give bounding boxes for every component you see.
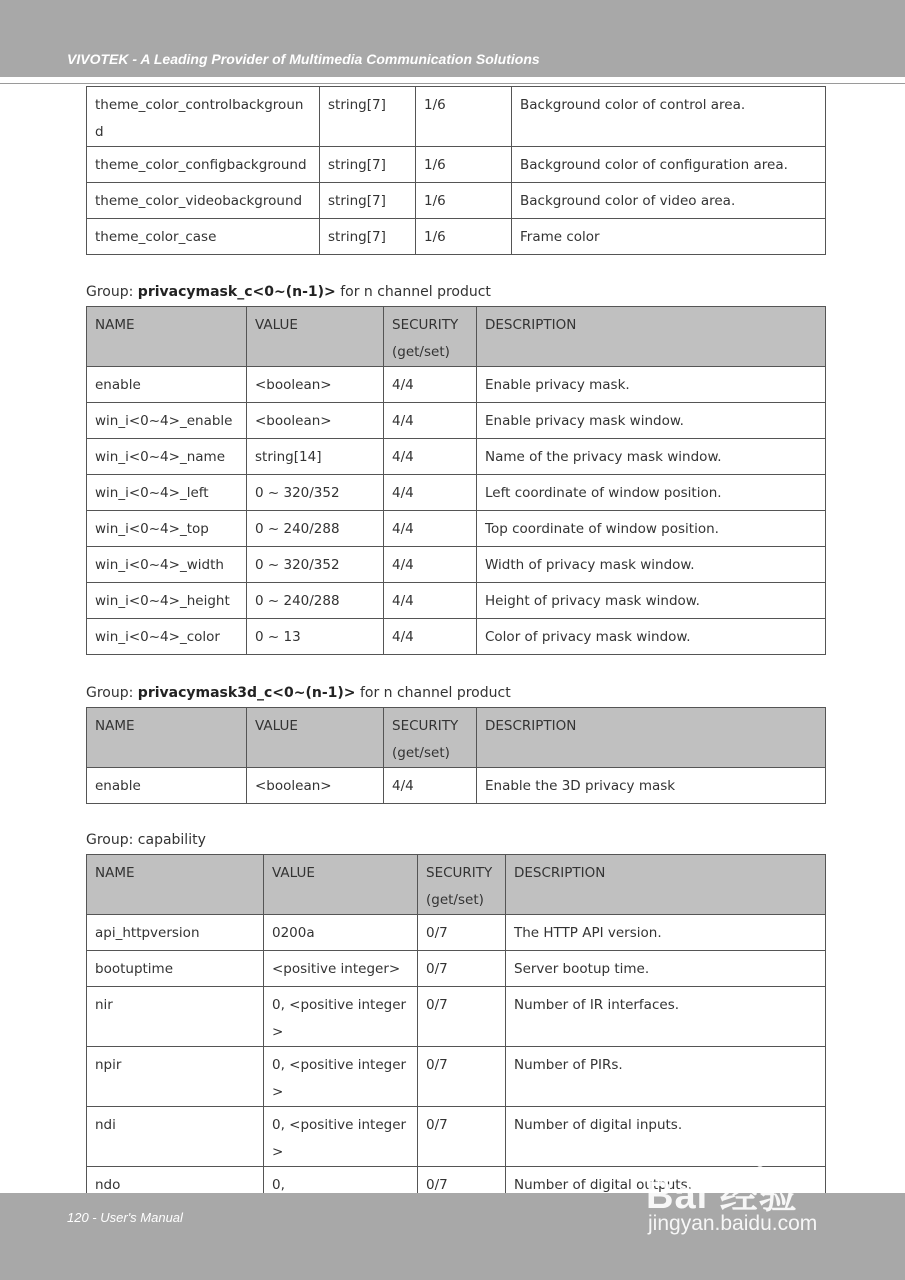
table-cell: Top coordinate of window position.: [477, 511, 826, 547]
table-cell: 4/4: [384, 768, 477, 804]
column-header: VALUE: [264, 855, 418, 915]
table-cell: Enable privacy mask window.: [477, 403, 826, 439]
table-row: [87, 439, 826, 475]
table-cell: ndo: [87, 1167, 264, 1203]
table-cell: 0/7: [418, 1167, 506, 1203]
table-cell: 0 ~ 320/352: [247, 475, 384, 511]
table-cell: 4/4: [384, 619, 477, 655]
column-header: VALUE: [247, 708, 384, 768]
table-cell: 1/6: [416, 147, 512, 183]
table-cell: 0/7: [418, 1107, 506, 1167]
header-title: VIVOTEK - A Leading Provider of Multimedia Communication Solutions: [67, 51, 540, 67]
table-row: [87, 1047, 826, 1107]
group-name: privacymask3d_c<0~(n-1)>: [137, 685, 356, 701]
table-cell: <boolean>: [247, 403, 384, 439]
column-header: SECURITY (get/set): [418, 855, 506, 915]
table-cell: 0 ~ 240/288: [247, 511, 384, 547]
table-cell: nir: [87, 987, 264, 1047]
table-cell: Background color of control area.: [512, 87, 826, 147]
table-cell: Frame color: [512, 219, 826, 255]
column-header: DESCRIPTION: [477, 708, 826, 768]
table-header-row: [87, 307, 826, 367]
table-cell: enable: [87, 367, 247, 403]
column-header: DESCRIPTION: [477, 307, 826, 367]
table-row: [87, 511, 826, 547]
table-row: [87, 403, 826, 439]
table-row: [87, 547, 826, 583]
table-cell: 0 ~ 13: [247, 619, 384, 655]
table-cell: <boolean>: [247, 768, 384, 804]
watermark-brand: Bai 经验: [646, 1175, 798, 1217]
table-cell: 0, <positive integer>: [264, 987, 418, 1047]
table-cell: 4/4: [384, 583, 477, 619]
watermark-url: jingyan.baidu.com: [648, 1212, 818, 1235]
table-row: [87, 147, 826, 183]
table-cell: npir: [87, 1047, 264, 1107]
table-cell: win_i<0~4>_color: [87, 619, 247, 655]
header-rule: [0, 83, 905, 84]
table-row: [87, 619, 826, 655]
table-cell: win_i<0~4>_name: [87, 439, 247, 475]
table-header-row: [87, 855, 826, 915]
column-header: NAME: [87, 708, 247, 768]
table-row: [87, 915, 826, 951]
table-cell: theme_color_configbackground: [87, 147, 320, 183]
group-title-capability: Group: capability: [86, 832, 206, 848]
table-cell: Background color of video area.: [512, 183, 826, 219]
column-header: SECURITY (get/set): [384, 307, 477, 367]
table-cell: win_i<0~4>_height: [87, 583, 247, 619]
column-header: DESCRIPTION: [506, 855, 826, 915]
table-row: [87, 951, 826, 987]
table-cell: Left coordinate of window position.: [477, 475, 826, 511]
table-cell: Number of PIRs.: [506, 1047, 826, 1107]
column-header: SECURITY (get/set): [384, 708, 477, 768]
table-cell: 1/6: [416, 219, 512, 255]
table-cell: 0/7: [418, 1047, 506, 1107]
table-cell: 4/4: [384, 439, 477, 475]
theme-color-table: [86, 86, 826, 255]
table-cell: 4/4: [384, 367, 477, 403]
table-row: [87, 583, 826, 619]
table-row: [87, 87, 826, 147]
table-cell: Number of digital outputs.: [506, 1167, 826, 1203]
table-cell: 0 ~ 320/352: [247, 547, 384, 583]
table-cell: <positive integer>: [264, 951, 418, 987]
table-cell: win_i<0~4>_left: [87, 475, 247, 511]
privacymask3d-table: [86, 707, 826, 804]
group-title-privacymask: Group: privacymask_c<0~(n-1)> for n channel product: [86, 284, 491, 300]
table-cell: theme_color_videobackground: [87, 183, 320, 219]
table-cell: string[7]: [320, 87, 416, 147]
table-cell: string[7]: [320, 183, 416, 219]
table-cell: string[7]: [320, 147, 416, 183]
table-header-row: [87, 708, 826, 768]
table-cell: 0 ~ 240/288: [247, 583, 384, 619]
table-cell: 0/7: [418, 915, 506, 951]
table-cell: 4/4: [384, 511, 477, 547]
table-cell: win_i<0~4>_enable: [87, 403, 247, 439]
table-cell: Background color of configuration area.: [512, 147, 826, 183]
table-row: [87, 475, 826, 511]
footer-page-label: 120 - User's Manual: [67, 1210, 183, 1225]
table-cell: win_i<0~4>_width: [87, 547, 247, 583]
column-header: NAME: [87, 855, 264, 915]
table-cell: string[14]: [247, 439, 384, 475]
table-cell: 0200a: [264, 915, 418, 951]
table-row: [87, 219, 826, 255]
table-cell: string[7]: [320, 219, 416, 255]
table-cell: <boolean>: [247, 367, 384, 403]
table-row: [87, 987, 826, 1047]
baidu-watermark: [640, 1150, 855, 1250]
table-cell: 0, <positive integer>: [264, 1047, 418, 1107]
group-title-privacymask3d: Group: privacymask3d_c<0~(n-1)> for n channel product: [86, 685, 511, 701]
table-cell: Color of privacy mask window.: [477, 619, 826, 655]
table-cell: 1/6: [416, 87, 512, 147]
group-name: privacymask_c<0~(n-1)>: [137, 284, 336, 300]
table-cell: Enable privacy mask.: [477, 367, 826, 403]
table-cell: Width of privacy mask window.: [477, 547, 826, 583]
table-cell: 0, <positive integer>: [264, 1107, 418, 1167]
table-cell: Number of IR interfaces.: [506, 987, 826, 1047]
table-cell: 0/7: [418, 951, 506, 987]
table-row: [87, 183, 826, 219]
table-cell: 0/7: [418, 987, 506, 1047]
table-cell: 4/4: [384, 403, 477, 439]
table-cell: enable: [87, 768, 247, 804]
column-header: NAME: [87, 307, 247, 367]
table-cell: Number of digital inputs.: [506, 1107, 826, 1167]
table-cell: theme_color_case: [87, 219, 320, 255]
table-cell: Server bootup time.: [506, 951, 826, 987]
table-row: [87, 367, 826, 403]
table-cell: The HTTP API version.: [506, 915, 826, 951]
table-cell: 4/4: [384, 547, 477, 583]
table-cell: Height of privacy mask window.: [477, 583, 826, 619]
table-cell: 4/4: [384, 475, 477, 511]
table-cell: Enable the 3D privacy mask: [477, 768, 826, 804]
table-cell: 1/6: [416, 183, 512, 219]
table-cell: 0,: [264, 1167, 418, 1203]
table-cell: api_httpversion: [87, 915, 264, 951]
table-cell: Name of the privacy mask window.: [477, 439, 826, 475]
table-row: [87, 768, 826, 804]
table-cell: win_i<0~4>_top: [87, 511, 247, 547]
table-cell: ndi: [87, 1107, 264, 1167]
table-cell: bootuptime: [87, 951, 264, 987]
column-header: VALUE: [247, 307, 384, 367]
privacymask-table: [86, 306, 826, 655]
table-cell: theme_color_controlbackground: [87, 87, 320, 147]
